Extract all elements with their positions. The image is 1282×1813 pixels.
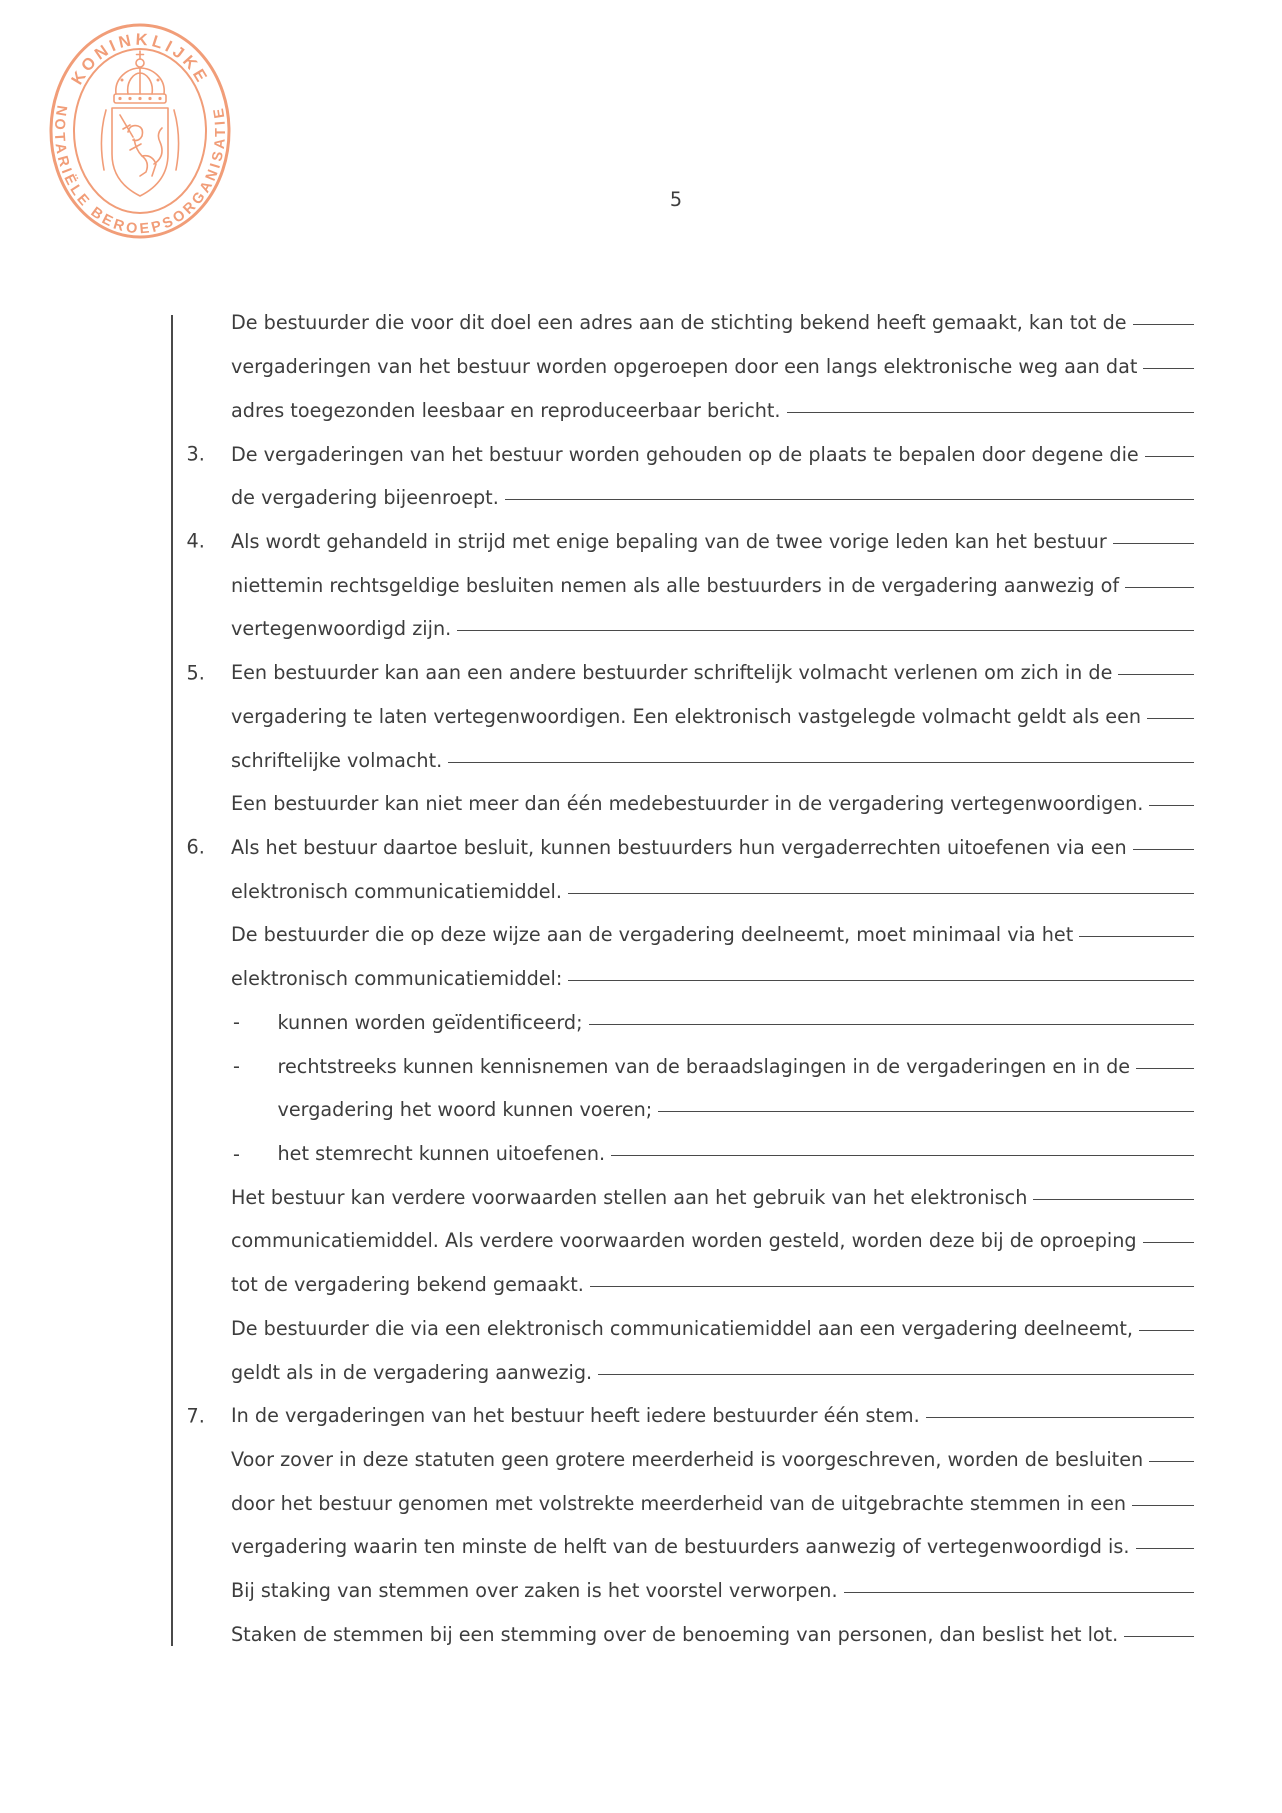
filler-line [1133,849,1194,850]
line-text: geldt als in de vergadering aanwezig. [231,1360,593,1384]
text-line [231,388,1194,432]
text-line [231,1569,1194,1613]
text-line [231,1263,1194,1307]
line-text: Als wordt gehandeld in strijd met enige bepaling van de twee vorige leden kan het bestuur [231,529,1107,553]
article-paragraph-5 [186,651,1194,826]
text-line [231,782,1194,826]
filler-line [1136,1548,1195,1549]
line-text: In de vergaderingen van het bestuur heeft iedere bestuurder één stem. [231,1404,920,1428]
text-line [186,651,1194,695]
text-line [231,869,1194,913]
filler-line [598,1374,1194,1375]
notarial-seal [42,16,238,246]
line-text: het stemrecht kunnen uitoefenen. [277,1142,606,1166]
text-line [231,913,1194,957]
paragraph-number: 6. [186,835,205,859]
bullet-item [231,1132,1194,1176]
line-text: De vergaderingen van het bestuur worden gehouden op de plaats te bepalen door degene die [231,442,1139,466]
filler-line [448,762,1194,763]
paragraph-number: 7. [186,1404,205,1428]
line-text: door het bestuur genomen met volstrekte meerderheid van de uitgebrachte stemmen in een [231,1491,1127,1515]
bullet-item [231,1044,1194,1088]
article-paragraph-7 [186,1394,1194,1656]
line-text: Als het bestuur daartoe besluit, kunnen bestuurders hun vergaderrechten uitoefenen via een [231,835,1127,859]
line-text: vergadering te laten vertegenwoordigen. Een elektronisch vastgelegde volmacht geldt als een [231,704,1142,728]
filler-line [1143,1242,1194,1243]
line-text: vergadering waarin ten minste de helft van de bestuurders aanwezig of vertegenwoordigd is. [231,1535,1130,1559]
filler-line [1124,1636,1194,1637]
line-text: elektronisch communicatiemiddel: [231,967,563,991]
bullet-marker: - [233,1054,240,1078]
filler-line [1145,456,1194,457]
text-line [231,694,1194,738]
filler-line [926,1417,1194,1418]
bullet-continuation [231,1088,1194,1132]
document-body [186,301,1194,1656]
crown-icon [114,51,166,103]
text-line [231,476,1194,520]
text-line [231,1613,1194,1657]
filler-line [787,412,1194,413]
filler-line [1033,1199,1194,1200]
text-line [231,1438,1194,1482]
paragraph-number: 5. [186,661,205,685]
filler-line [1132,1505,1194,1506]
line-text: Het bestuur kan verdere voorwaarden stellen aan het gebruik van het elektronisch [231,1185,1028,1209]
text-line [231,345,1194,389]
filler-line [505,499,1194,500]
line-text: De bestuurder die op deze wijze aan de vergadering deelneemt, moet minimaal via het [231,923,1074,947]
margin-rule [171,315,173,1646]
filler-line [611,1155,1194,1156]
paragraph-number: 4. [186,529,205,553]
line-text: communicatiemiddel. Als verdere voorwaarden worden gesteld, worden deze bij de oproeping [231,1229,1137,1253]
line-text: rechtstreeks kunnen kennisnemen van de beraadslagingen in de vergaderingen en in de [277,1054,1131,1078]
text-line [231,1175,1194,1219]
text-line [231,738,1194,782]
line-text: elektronisch communicatiemiddel. [231,879,562,903]
text-line [186,520,1194,564]
text-line [231,957,1194,1001]
filler-line [568,980,1194,981]
filler-line [1149,1461,1194,1462]
filler-line [590,1286,1194,1287]
line-text: schriftelijke volmacht. [231,748,443,772]
paragraph-number: 3. [186,442,205,466]
filler-line [1079,936,1194,937]
line-text: Een bestuurder kan niet meer dan één medebestuurder in de vergadering vertegenwoordigen. [231,792,1144,816]
line-text: vergadering het woord kunnen voeren; [277,1098,653,1122]
text-line [231,1350,1194,1394]
line-text: Voor zover in deze statuten geen grotere meerderheid is voorgeschreven, worden de besluiten [231,1448,1144,1472]
line-text: niettemin rechtsgeldige besluiten nemen als alle bestuurders in de vergadering aanwezig of [231,573,1120,597]
filler-line [1143,368,1194,369]
paragraph-continuation [231,301,1194,432]
line-text: de vergadering bijeenroept. [231,486,499,510]
bullet-list [231,1001,1194,1176]
text-line [231,607,1194,651]
line-text: adres toegezonden leesbaar en reproduceerbaar bericht. [231,398,781,422]
shield-lion-icon [101,108,178,196]
text-line [231,301,1194,345]
article-paragraph-3 [186,432,1194,519]
filler-line [1139,1330,1194,1331]
line-text: Bij staking van stemmen over zaken is het voorstel verworpen. [231,1579,838,1603]
filler-line [457,630,1194,631]
line-text: De bestuurder die voor dit doel een adres aan de stichting bekend heeft gemaakt, kan tot de [231,311,1127,335]
line-text: Staken de stemmen bij een stemming over de benoeming van personen, dan beslist het lot. [231,1622,1119,1646]
text-line [186,826,1194,870]
filler-line [589,1024,1194,1025]
filler-line [1133,324,1194,325]
text-line [231,1219,1194,1263]
article-paragraph-6 [186,826,1194,1394]
filler-line [844,1592,1194,1593]
line-text: Een bestuurder kan aan een andere bestuurder schriftelijk volmacht verlenen om zich in de [231,661,1113,685]
text-line [231,1481,1194,1525]
seal-top-text: KONINKLIJKE [68,30,212,88]
line-text: tot de vergadering bekend gemaakt. [231,1273,584,1297]
bullet-marker: - [233,1010,240,1034]
bullet-marker: - [233,1142,240,1166]
article-paragraph-4 [186,520,1194,651]
filler-line [568,893,1194,894]
filler-line [658,1111,1194,1112]
line-text: De bestuurder die via een elektronisch communicatiemiddel aan een vergadering deelneemt, [231,1316,1133,1340]
page-number: 5 [669,188,683,211]
text-line [231,563,1194,607]
filler-line [1125,587,1194,588]
filler-line [1113,543,1194,544]
text-line [231,1525,1194,1569]
filler-line [1136,1068,1194,1069]
seal-bottom-text: NOTARIËLE BEROEPSORGANISATIE [50,104,230,238]
filler-line [1149,805,1194,806]
line-text: vergaderingen van het bestuur worden opgeroepen door een langs elektronische weg aan dat [231,355,1138,379]
filler-line [1147,718,1194,719]
text-line [186,1394,1194,1438]
bullet-item [231,1001,1194,1045]
line-text: kunnen worden geïdentificeerd; [277,1010,583,1034]
line-text: vertegenwoordigd zijn. [231,617,452,641]
text-line [186,432,1194,476]
text-line [231,1307,1194,1351]
filler-line [1118,674,1194,675]
